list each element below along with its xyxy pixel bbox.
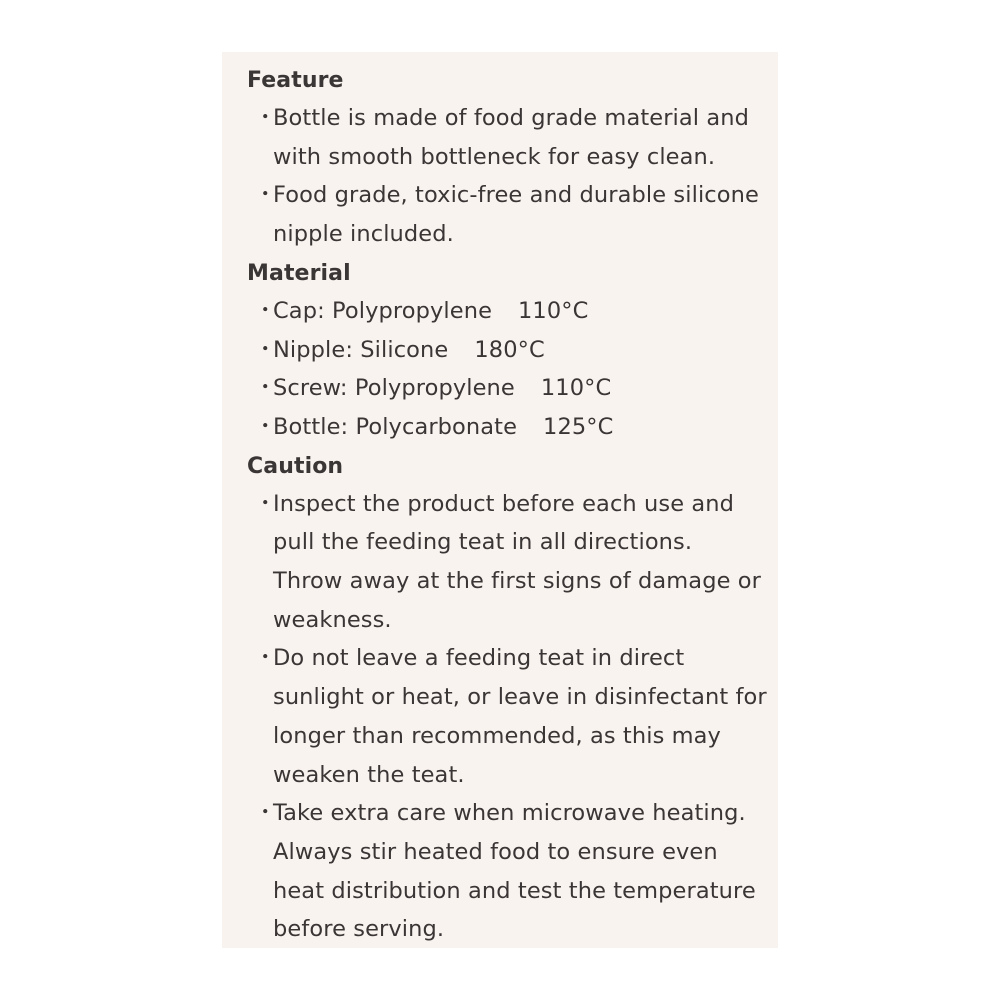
bullet-icon: ・ <box>254 413 277 440</box>
list-item <box>247 485 768 640</box>
instruction-content <box>247 61 768 949</box>
item-text: Bottle: Polycarbonate <box>273 413 518 440</box>
instruction-card <box>222 52 778 948</box>
temperature-value: 180°C <box>474 336 545 363</box>
temperature-value: 110°C <box>540 375 612 402</box>
list-item <box>247 639 768 794</box>
bullet-icon: ・ <box>254 800 277 827</box>
item-text: Take extra care when microwave heating. Always stir heated food to ensure even heat distribution and test the temperature before serving. <box>273 800 756 943</box>
list-item <box>247 331 768 370</box>
section-caution <box>247 447 768 949</box>
list-item <box>247 794 768 949</box>
list-item <box>247 369 768 408</box>
bullet-icon: ・ <box>254 375 277 402</box>
item-text: Nipple: Silicone <box>273 336 449 363</box>
section-feature <box>247 61 768 254</box>
item-text: Inspect the product before each use and pull the feeding teat in all directions. Throw away at the first signs of damage or weakness. <box>273 490 761 633</box>
item-text: Do not leave a feeding teat in direct sunlight or heat, or leave in disinfectant for longer than recommended, as this may weaken the teat. <box>273 645 767 788</box>
list-item <box>247 292 768 331</box>
section-heading: Feature <box>247 68 344 93</box>
temperature-value: 125°C <box>543 413 614 440</box>
bullet-icon: ・ <box>254 182 277 209</box>
bullet-icon: ・ <box>254 645 277 672</box>
bullet-icon: ・ <box>254 336 277 363</box>
section-material <box>247 254 768 447</box>
item-text: Food grade, toxic-free and durable silicone nipple included. <box>273 182 759 248</box>
list-item <box>247 176 768 253</box>
item-text: Screw: Polypropylene <box>273 375 515 402</box>
section-heading: Caution <box>247 453 344 479</box>
bullet-icon: ・ <box>254 490 277 517</box>
list-item <box>247 408 768 447</box>
bullet-icon: ・ <box>254 297 277 324</box>
list-item <box>247 99 768 176</box>
item-text: Bottle is made of food grade material and with smooth bottleneck for easy clean. <box>273 105 750 170</box>
item-text: Cap: Polypropylene <box>273 297 493 324</box>
temperature-value: 110°C <box>518 297 589 324</box>
section-heading: Material <box>247 260 351 286</box>
bullet-icon: ・ <box>254 105 277 131</box>
